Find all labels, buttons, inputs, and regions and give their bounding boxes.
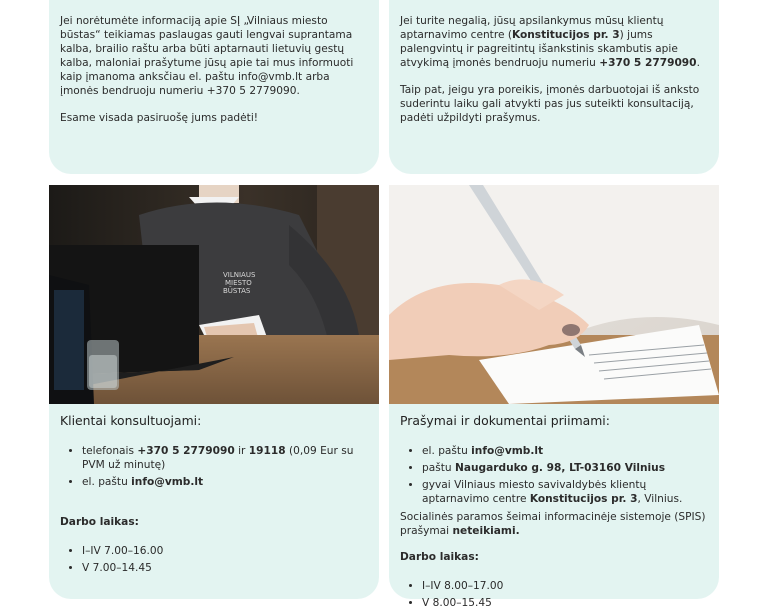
working-hours-label: Darbo laikas:: [60, 516, 139, 528]
working-hours-list: [400, 579, 708, 610]
info-paragraph: Taip pat, jeigu yra poreikis, įmonės darbuotojai iš anksto suderintu laiku gali atvykti pas jus suteikti konsultaciją, padėti užpildyti prašymus.: [400, 84, 700, 124]
working-hours-list: [60, 544, 368, 575]
info-paragraph: Jei turite negalią, jūsų apsilankymus mūsų klientų aptarnavimo centre (Konstitucijos pr. 3) jums palengvintų ir pagreitintų išankstinis skambutis apie atvykimą įmonės bendruoju numeriu +370 5 2779090.: [400, 15, 700, 69]
list-item-phone: • telefonais +370 5 2779090 ir 19118 (0,09 Eur su PVM už minutę): [82, 444, 368, 472]
working-hours-label: Darbo laikas:: [400, 551, 479, 563]
submission-list: [400, 444, 708, 506]
documents-title: Prašymai ir dokumentai priimami:: [400, 413, 610, 428]
list-item-email: • el. paštu info@vmb.lt: [422, 444, 708, 458]
list-item: • V 8.00–15.45: [422, 596, 708, 610]
info-paragraph: Jei norėtumėte informaciją apie SĮ „Vilniaus miesto būstas“ teikiamas paslaugas gauti lengvai suprantama kalba, brailio raštu arba būti aptarnauti lietuvių gestų kalba, maloniai prašytume jūsų apie tai mus informuoti kaip įmanoma anksčiau el. paštu info@vmb.lt arba įmonės bendruoju numeriu +370 5 2779090.: [60, 15, 354, 97]
list-item-email: • el. paštu info@vmb.lt: [82, 475, 368, 489]
info-paragraph: Esame visada pasiruošę jums padėti!: [60, 112, 259, 124]
list-item-post: • paštu Naugarduko g. 98, LT-03160 Vilnius: [422, 461, 708, 475]
spis-note: Socialinės paramos šeimai informacinėje sistemoje (SPIS) prašymai neteikiami.: [400, 511, 706, 537]
contact-list: [60, 444, 368, 489]
list-item: • I–IV 8.00–17.00: [422, 579, 708, 593]
consultant-photo: [49, 185, 379, 404]
info-card-accessible-formats: [49, 0, 379, 174]
consultation-card: [49, 185, 379, 599]
signing-photo: [389, 185, 719, 404]
info-card-disability: [389, 0, 719, 174]
list-item-live: • gyvai Vilniaus miesto savivaldybės klientų aptarnavimo centre Konstitucijos pr. 3, Vilnius.: [422, 478, 708, 506]
documents-card: [389, 185, 719, 609]
consultant-photo-illustration: [49, 185, 379, 404]
consultation-title: Klientai konsultuojami:: [60, 413, 202, 428]
signing-photo-illustration: [389, 185, 719, 404]
sweater-logo-text: VILNIAUS MIESTO BŪSTAS: [223, 271, 256, 295]
list-item: • I–IV 7.00–16.00: [82, 544, 368, 558]
list-item: • V 7.00–14.45: [82, 561, 368, 575]
